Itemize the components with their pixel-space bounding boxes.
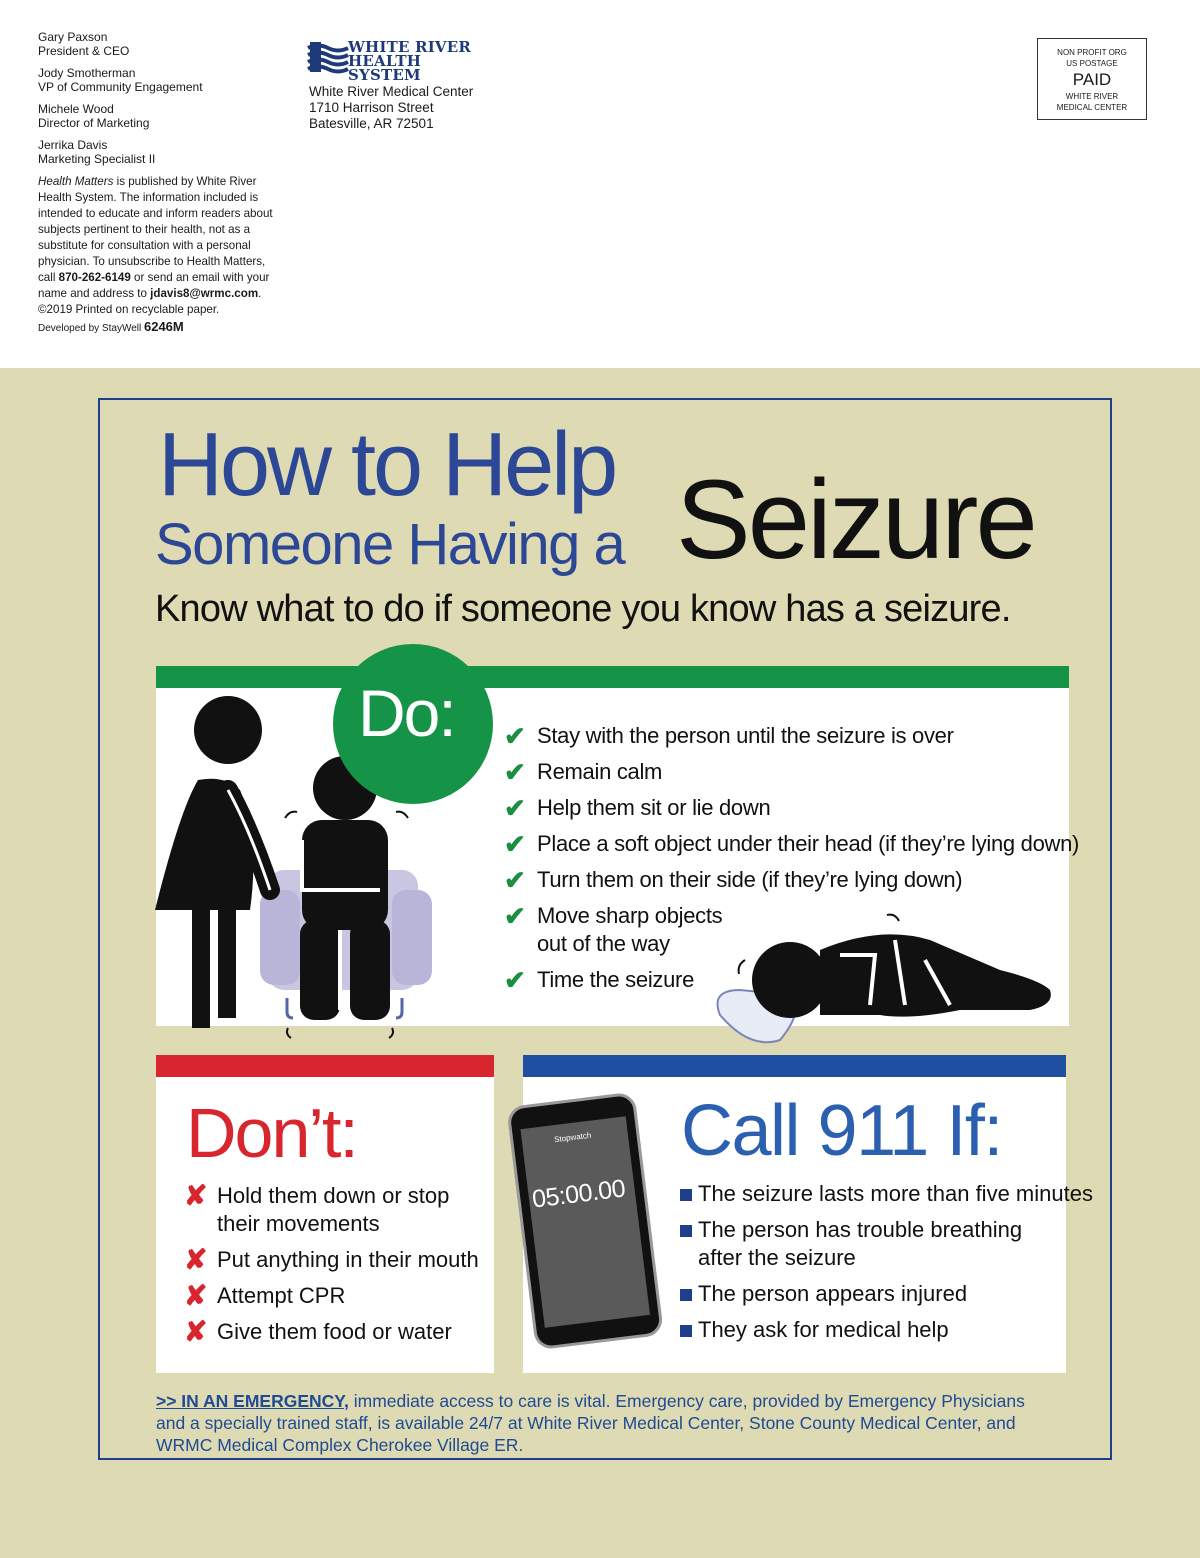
return-address (309, 84, 473, 132)
copyright: ©2019 Printed on recyclable paper. (38, 303, 220, 316)
stopwatch-phone-illustration (510, 1090, 660, 1350)
staff-name: Gary Paxson (38, 30, 108, 44)
dont-item (184, 1182, 479, 1246)
emergency-link[interactable]: >> IN AN EMERGENCY, (156, 1391, 349, 1411)
dont-item (184, 1246, 479, 1282)
call-911-item-text: The seizure lasts more than five minutes (698, 1181, 1093, 1206)
call-911-list (680, 1180, 1093, 1352)
do-item-text: Move sharp objects (537, 903, 723, 928)
staff-name: Jody Smotherman (38, 66, 136, 80)
call-911-item (680, 1216, 1093, 1280)
stopwatch-time: 05:00.00 (530, 1174, 627, 1214)
developer-credit (38, 320, 278, 336)
emergency-text: immediate access to care is vital. Emergency care, provided by Emergency Physicians and a specially trained staff, is available 24/7 at White River Medical Center, Stone County Medical Center, and WRMC Medical Complex Cherokee Village ER. (156, 1391, 1025, 1455)
call-911-item-text: after the seizure (698, 1245, 856, 1270)
unsubscribe-email: jdavis8@wrmc.com (150, 287, 259, 300)
stopwatch-app-label: Stopwatch (553, 1130, 592, 1145)
x-mark-icon: ✘ (184, 1280, 208, 1311)
staff-list (38, 30, 278, 336)
do-item-text: Help them sit or lie down (537, 795, 771, 820)
call-911-item-text: The person has trouble breathing (698, 1217, 1023, 1242)
title-seizure: Seizure (676, 457, 1035, 582)
dont-item (184, 1318, 479, 1354)
health-system-logo (308, 38, 488, 84)
do-item (504, 866, 1079, 902)
dont-item (184, 1282, 479, 1318)
subtitle: Know what to do if someone you know has a seizure. (155, 588, 1011, 630)
do-title: Do: (358, 676, 455, 750)
postage-line: MEDICAL CENTER (1056, 103, 1128, 112)
call-911-item-text: They ask for medical help (698, 1317, 949, 1342)
dont-item-text: Hold them down or stop (217, 1183, 450, 1208)
job-code: 6246M (143, 319, 184, 334)
dont-item-text: their movements (217, 1211, 380, 1236)
address-city: Batesville, AR 72501 (309, 116, 434, 131)
publication-disclaimer (38, 174, 278, 318)
logo-line-1: WHITE RIVER (348, 38, 472, 56)
logo-text (348, 40, 488, 82)
address-street: 1710 Harrison Street (309, 100, 434, 115)
checkmark-icon: ✔ (504, 793, 526, 823)
postage-line: NON PROFIT ORG (1057, 48, 1127, 57)
checkmark-icon: ✔ (504, 965, 526, 995)
square-bullet-icon (680, 1225, 692, 1237)
disclaimer-text: is published by White River Health System. The information included is intended to educate and inform readers about subjects pertinent to their health, not as a substitute for consultation with a personal physician. To unsubscribe to Health Matters, call (38, 175, 273, 284)
mailing-panel (0, 0, 1200, 368)
staff-member (38, 30, 278, 58)
postage-line: US POSTAGE (1066, 59, 1118, 68)
staff-name: Michele Wood (38, 102, 114, 116)
dont-title: Don’t: (186, 1094, 357, 1172)
staff-member (38, 138, 278, 166)
call-911-item-text: The person appears injured (698, 1281, 968, 1306)
checkmark-icon: ✔ (504, 901, 526, 931)
do-item-text: Time the seizure (537, 967, 694, 992)
title-line-2: Someone Having a (155, 512, 625, 577)
do-item (504, 722, 1079, 758)
dont-item-text: Attempt CPR (217, 1283, 346, 1308)
square-bullet-icon (680, 1325, 692, 1337)
logo-line-2: HEALTH SYSTEM (348, 52, 422, 84)
staff-name: Jerrika Davis (38, 138, 108, 152)
do-item-text: Remain calm (537, 759, 663, 784)
call-911-title: Call 911 If: (681, 1091, 1002, 1171)
call-911-item (680, 1180, 1093, 1216)
do-item (504, 830, 1079, 866)
dont-list (184, 1182, 479, 1354)
dont-item-text: Put anything in their mouth (217, 1247, 479, 1272)
staff-title: VP of Community Engagement (38, 80, 203, 94)
do-item-text: out of the way (537, 931, 670, 956)
publication-name: Health Matters (38, 175, 114, 188)
postage-indicia (1037, 38, 1147, 120)
address-name: White River Medical Center (309, 84, 474, 99)
x-mark-icon: ✘ (184, 1180, 208, 1211)
staff-member (38, 102, 278, 130)
checkmark-icon: ✔ (504, 721, 526, 751)
title-line-1: How to Help (158, 415, 616, 515)
disclaimer-text: or send an email with your name and address to (38, 271, 270, 300)
do-item (504, 794, 1079, 830)
staff-title: Director of Marketing (38, 116, 150, 130)
do-item-text: Turn them on their side (if they’re lying down) (537, 867, 963, 892)
checkmark-icon: ✔ (504, 757, 526, 787)
x-mark-icon: ✘ (184, 1244, 208, 1275)
square-bullet-icon (680, 1289, 692, 1301)
checkmark-icon: ✔ (504, 865, 526, 895)
developer-text: Developed by StayWell (38, 323, 142, 334)
do-item (504, 758, 1079, 794)
wave-flag-icon (308, 40, 346, 74)
staff-title: Marketing Specialist II (38, 152, 156, 166)
call-911-item (680, 1280, 1093, 1316)
dont-header-bar (156, 1055, 494, 1077)
disclaimer-text: . (258, 287, 262, 300)
call-911-header-bar (523, 1055, 1066, 1077)
x-mark-icon: ✘ (184, 1316, 208, 1347)
do-item-text: Place a soft object under their head (if they’re lying down) (537, 831, 1080, 856)
staff-title: President & CEO (38, 44, 130, 58)
checkmark-icon: ✔ (504, 829, 526, 859)
call-911-item (680, 1316, 1093, 1352)
postage-line: WHITE RIVER (1065, 92, 1119, 101)
postage-paid: PAID (1072, 70, 1112, 89)
person-lying-down-illustration (710, 910, 1060, 1050)
emergency-note (156, 1390, 1056, 1456)
square-bullet-icon (680, 1189, 692, 1201)
dont-item-text: Give them food or water (217, 1319, 452, 1344)
unsubscribe-phone: 870-262-6149 (58, 271, 131, 284)
do-item-text: Stay with the person until the seizure is over (537, 723, 954, 748)
staff-member (38, 66, 278, 94)
